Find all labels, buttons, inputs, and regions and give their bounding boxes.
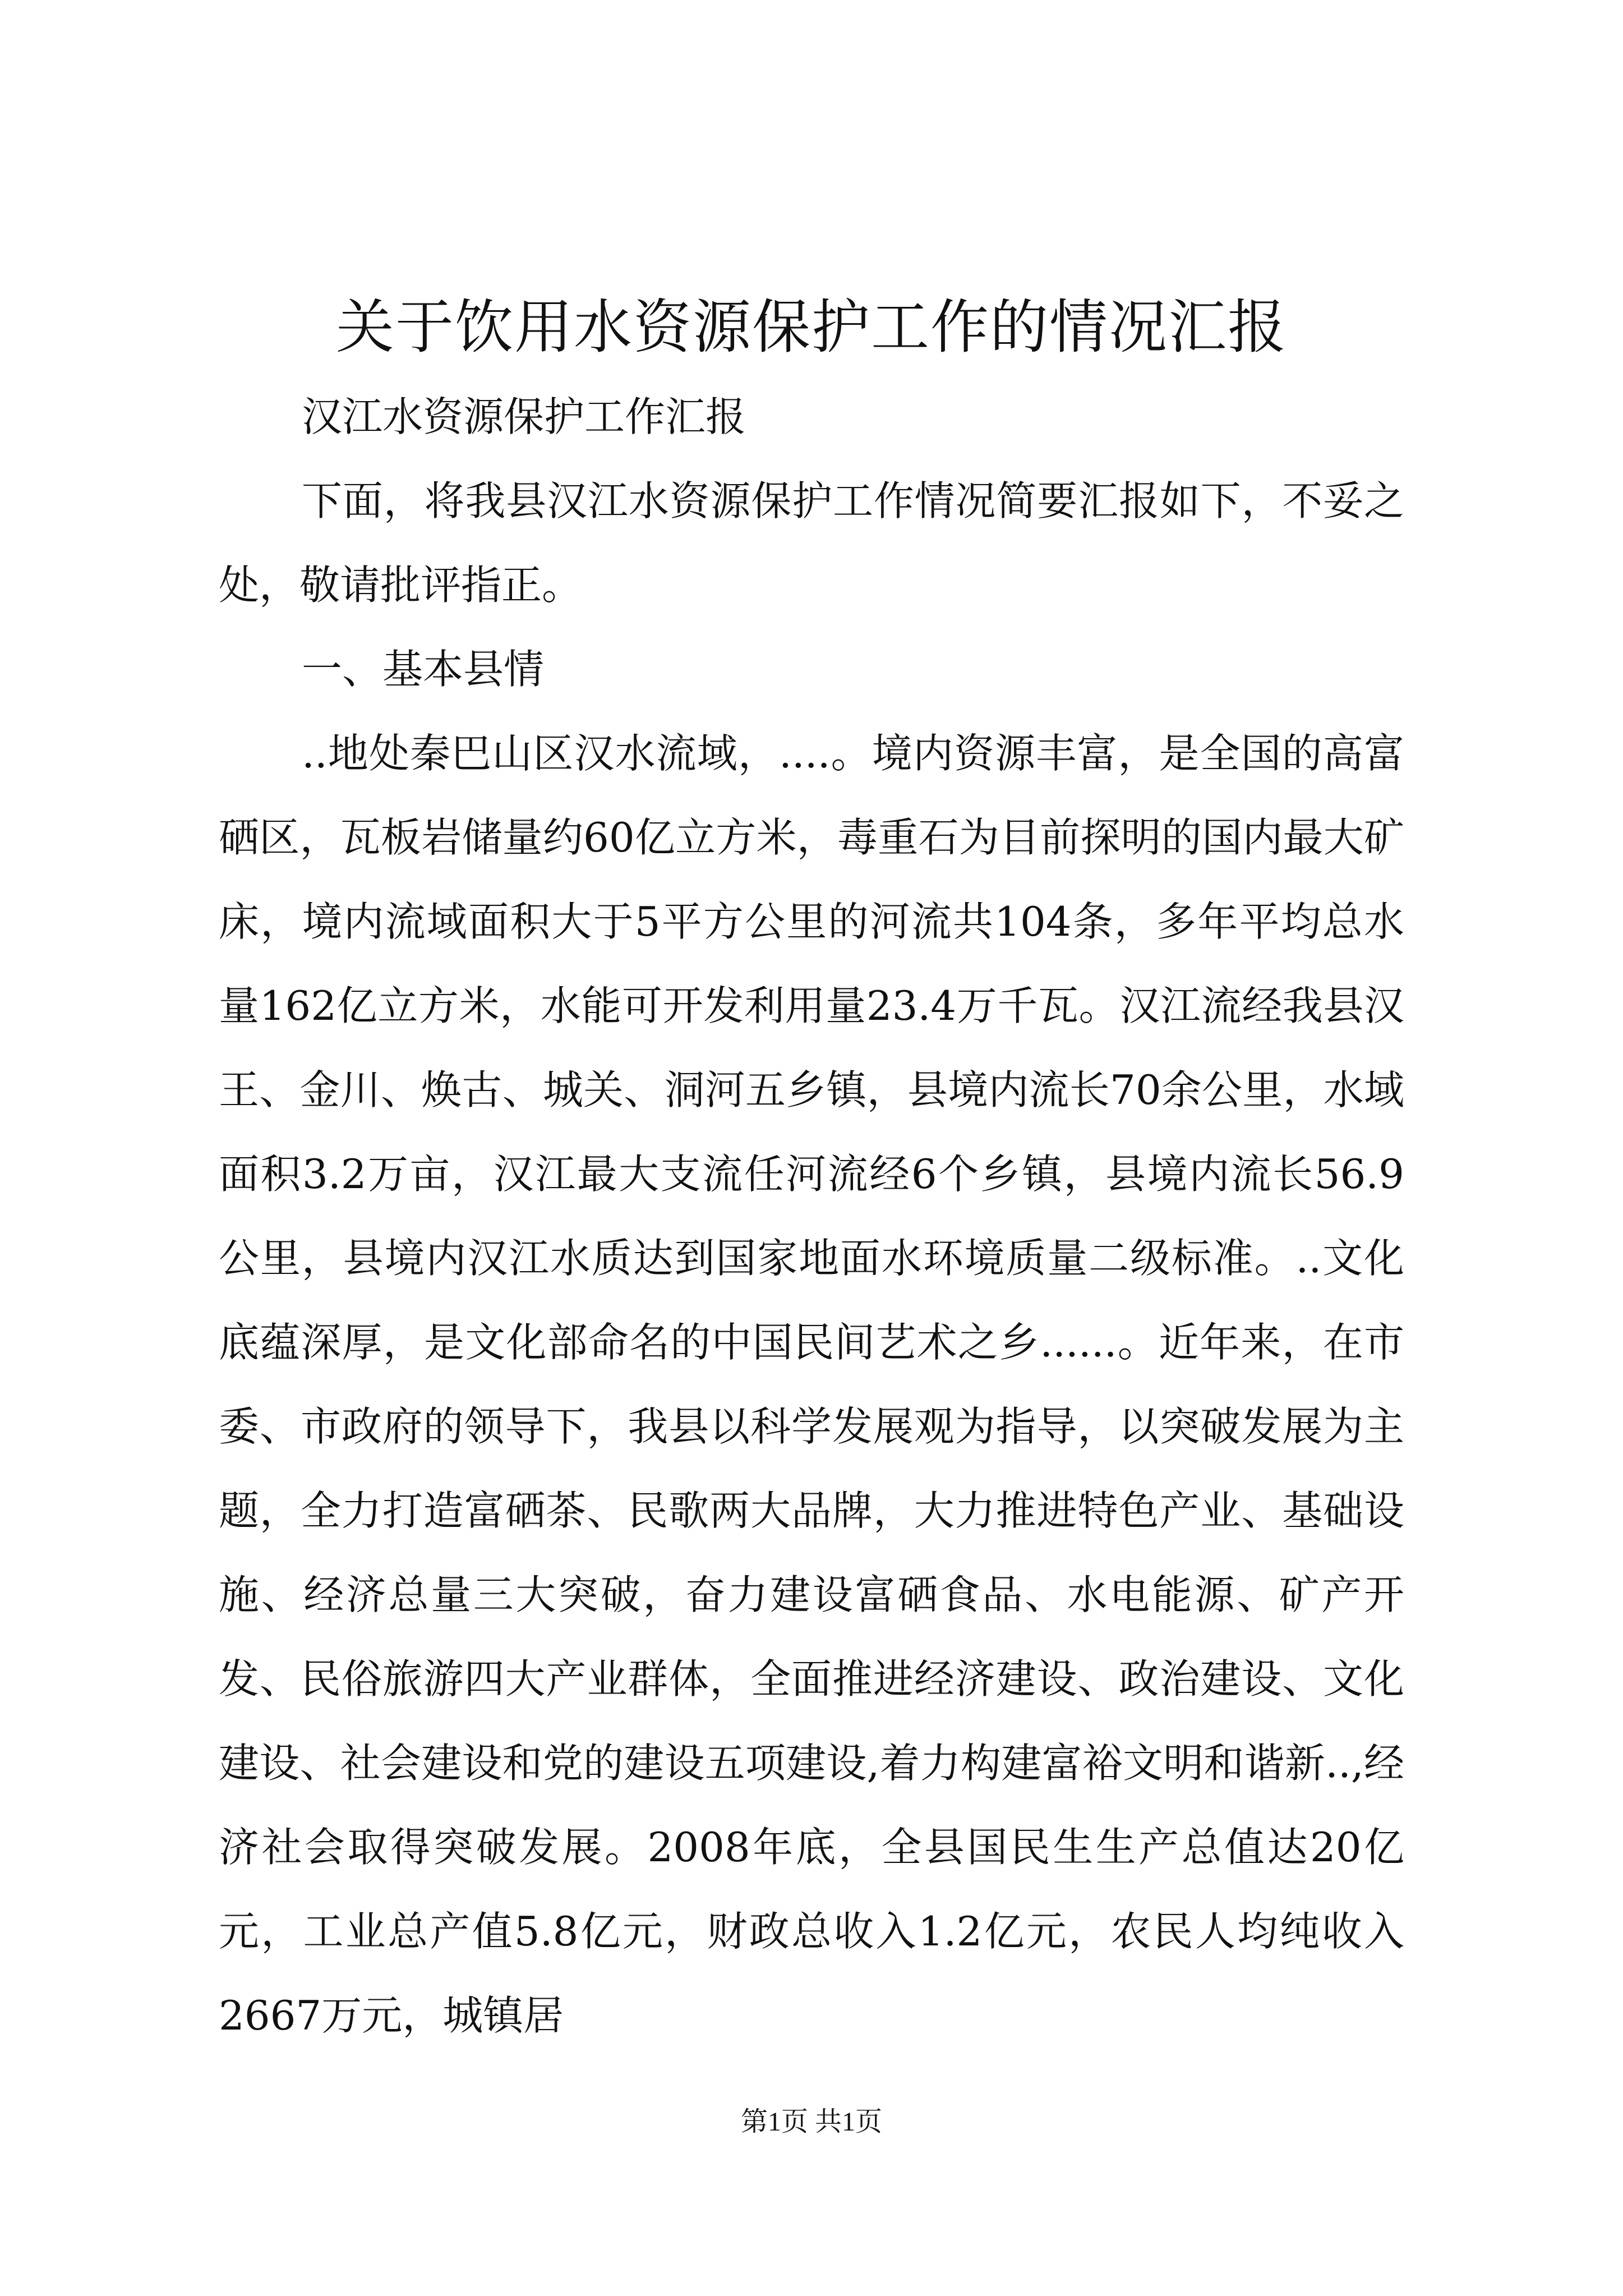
document-body (219, 375, 1404, 2058)
section-heading: 一、基本县情 (302, 646, 545, 693)
document-title: 关于饮用水资源保护工作的情况汇报 (335, 293, 1287, 361)
intro-paragraph: 下面，将我县汉江水资源保护工作情况简要汇报如下，不妥之处，敬请批评指正。 (219, 477, 1404, 609)
body-paragraph: ..地处秦巴山区汉水流域，....。境内资源丰富，是全国的高富硒区，瓦板岩储量约60亿立方米，毒重石为目前探明的国内最大矿床，境内流域面积大于5平方公里的河流共104条，多年平均总水量162亿立方米，水能可开发利用量23.4万千瓦。汉江流经我县汉王、金川、焕古、城关、洞河五乡镇，县境内流长70余公里，水域面积3.2万亩，汉江最大支流任河流经6个乡镇，县境内流长56.9公里，县境内汉江水质达到国家地面水环境质量二级标准。..文化底蕴深厚，是文化部命名的中国民间艺术之乡......。近年来，在市委、市政府的领导下，我县以科学发展观为指导，以突破发展为主题，全力打造富硒茶、民歌两大品牌，大力推进特色产业、基础设施、经济总量三大突破，奋力建设富硒食品、水电能源、矿产开发、民俗旅游四大产业群体，全面推进经济建设、政治建设、文化建设、社会建设和党的建设五项建设,着力构建富裕文明和谐新..,经济社会取得突破发展。2008年底，全县国民生生产总值达20亿元，工业总产值5.8亿元，财政总收入1.2亿元，农民人均纯收入2667万元，城镇居 (219, 730, 1404, 2039)
subtitle-paragraph: 汉江水资源保护工作汇报 (302, 393, 746, 440)
page-footer: 第1页 共1页 (740, 2107, 882, 2137)
